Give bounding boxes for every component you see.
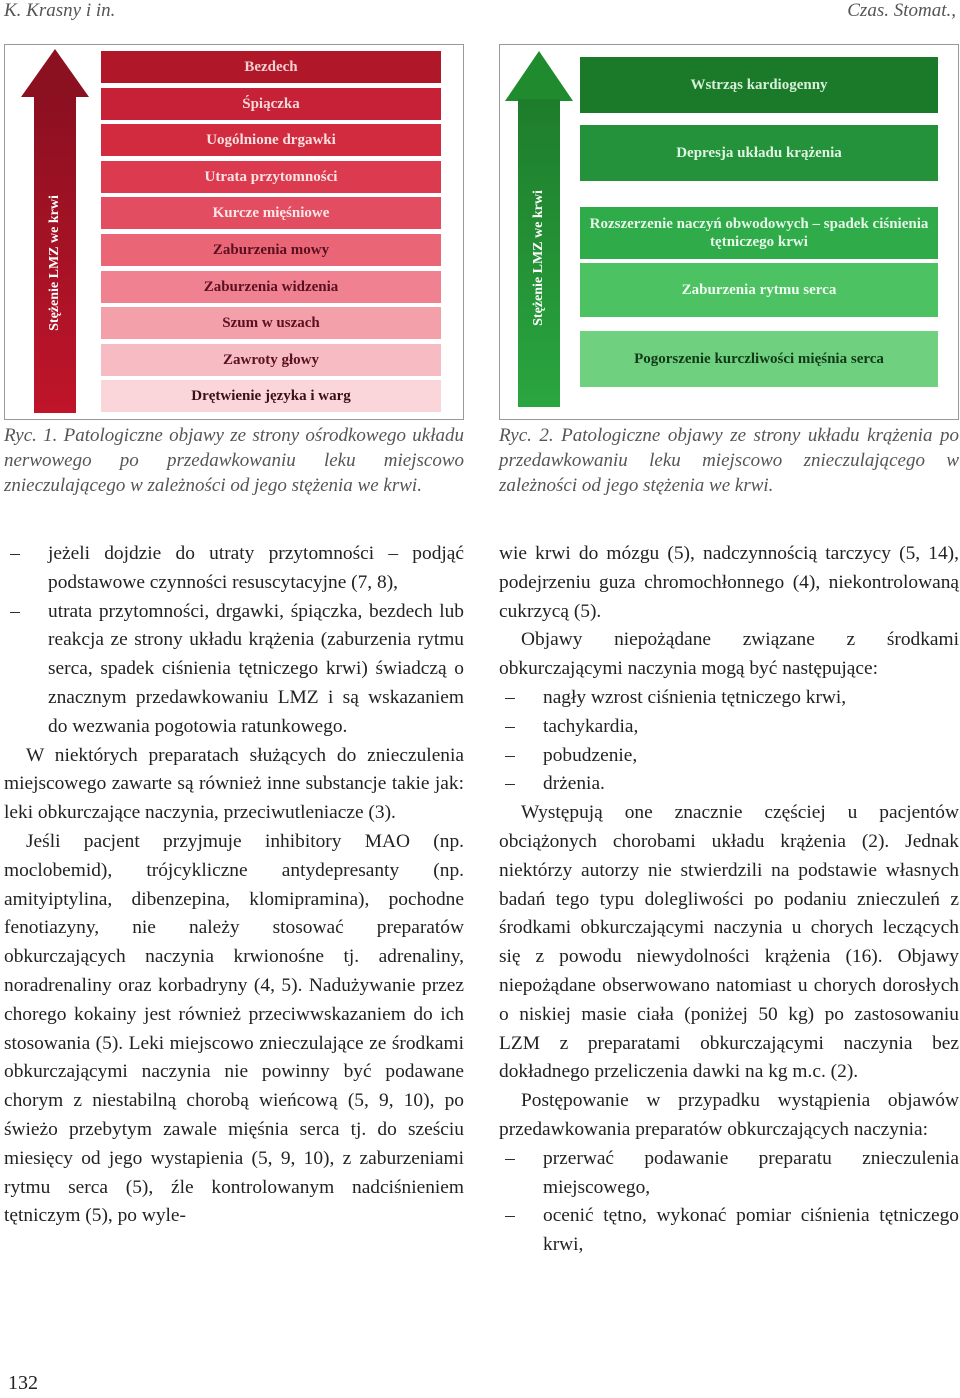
list-item: – drżenia. [505, 773, 605, 795]
symptom-band: Szum w uszach [101, 307, 441, 339]
symptom-band: Drętwienie języka i warg [101, 380, 441, 412]
symptom-band: Zaburzenia mowy [101, 234, 441, 266]
concentration-arrow-head [21, 49, 89, 97]
paragraph: wie krwi do mózgu (5), nadczynnością tarczycy (5, 14), podejrzeniu guza chromochłonnego (4), niekontrolowaną cukrzycą (5). [499, 543, 959, 622]
symptom-band: Śpiączka [101, 88, 441, 120]
symptom-band: Zaburzenia rytmu serca [580, 263, 938, 317]
list-item: – tachykardia, [505, 715, 639, 737]
right-text-column [499, 540, 959, 1260]
figure-2-cardiovascular-symptoms [499, 44, 959, 420]
concentration-arrow-head [505, 51, 573, 101]
running-header-journal: Czas. Stomat., [847, 0, 956, 21]
list-item: – nagły wzrost ciśnienia tętniczego krwi, [505, 686, 847, 708]
list-item: – utrata przytomności, drgawki, śpiączka, bezdech lub reakcja ze strony układu krążenia (zaburzenia rytmu serca, spadek ciśnienia tętniczego krwi) świadczą o znacznym przedawkowaniu LMZ i są wskazaniem do wezwania pogotowia ratunkowego. [10, 600, 464, 737]
symptom-band: Rozszerzenie naczyń obwodowych – spadek ciśnienia tętniczego krwi [580, 207, 938, 259]
symptom-band: Pogorszenie kurczliwości mięśnia serca [580, 331, 938, 387]
paragraph: W niektórych preparatach służących do znieczulenia miejscowego zawarte są również inne substancje takie jak: leki obkurczające naczynia, przeciwutleniacze (3). [4, 744, 464, 824]
list-item: – przerwać podawanie preparatu znieczulenia miejscowego, [505, 1147, 959, 1198]
list-item: – pobudzenie, [505, 744, 638, 766]
list-item: – jeżeli dojdzie do utraty przytomności – podjąć podstawowe czynności resuscytacyjne (7, 8), [10, 543, 464, 593]
list-item: – ocenić tętno, wykonać pomiar ciśnienia tętniczego krwi, [505, 1205, 959, 1256]
symptom-band: Wstrząs kardiogenny [580, 57, 938, 113]
symptom-band: Kurcze mięśniowe [101, 197, 441, 229]
symptom-band: Uogólnione drgawki [101, 124, 441, 156]
figure-1-cns-symptoms [4, 44, 464, 420]
paragraph: Jeśli pacjent przyjmuje inhibitory MAO (np. moclobemid), trójcykliczne antydepresanty (np. amityiptylina, dibenzepina, klomipramina), pochodne fenotiazyny, nie należy stosować preparatów obkurczających naczynia krwionośne tj. adrenaliny, noradrenaliny oraz korbadryny (4, 5). Nadużywanie przez chorego kokainy jest również przeciwwskazaniem do ich stosowania (5). Leki miejscowo znieczulające ze środkami obkurczającymi naczynia nie powinny być podawane chorym z niestabilną chorobą wieńcową (5, 9, 10), po świeżo przebytym zawale mięśnia serca tj. do sześciu miesięcy od jego wystapienia (5, 9, 10), z zaburzeniami rytmu serca (5), źle kontrolowanym nadciśnieniem tętniczym (5), po wyle- [4, 830, 464, 1227]
symptom-band: Depresja układu krążenia [580, 125, 938, 181]
concentration-axis-label: Stężenie LMZ we krwi [531, 190, 546, 326]
running-header-authors: K. Krasny i in. [4, 0, 116, 21]
page-number: 132 [8, 1372, 38, 1394]
figure-1-caption: Ryc. 1. Patologiczne objawy ze strony ośrodkowego układu nerwowego po przedawkowaniu leku miejscowo znieczulającego w zależności od jego stężenia we krwi. [4, 425, 464, 496]
symptom-band: Utrata przytomności [101, 161, 441, 193]
paragraph: Postępowanie w przypadku wystąpienia objawów przedawkowania preparatów obkurczających naczynia: [499, 1090, 959, 1140]
symptom-band: Bezdech [101, 51, 441, 83]
paragraph: Objawy niepożądane związane z środkami obkurczającymi naczynia mogą być następujące: [499, 629, 959, 680]
left-text-column [4, 540, 464, 1231]
concentration-axis-label: Stężenie LMZ we krwi [47, 195, 62, 331]
symptom-band: Zaburzenia widzenia [101, 271, 441, 303]
symptom-band: Zawroty głowy [101, 344, 441, 376]
paragraph: Występują one znacznie częściej u pacjentów obciążonych chorobami układu krążenia (2). Jednak niektórzy autorzy nie stwierdzili na podstawie własnych badań tego typu dolegliwości po podaniu znieczuleń z środkami obkurczającymi naczynia u chorych leczących się z powodu niewydolności krążenia (16). Objawy niepożądane obserwowano natomiast u chorych dorosłych o niskiej masie ciała (poniżej 50 kg) po zastosowaniu LZM z preparatami obkurczającymi naczynia bez dokładnego przeliczenia dawki na kg m.c. (2). [499, 802, 959, 1083]
figure-2-caption: Ryc. 2. Patologiczne objawy ze strony układu krążenia po przedawkowaniu leku miejscowo znieczulającego w zależności od jego stężenia we krwi. [499, 425, 959, 496]
